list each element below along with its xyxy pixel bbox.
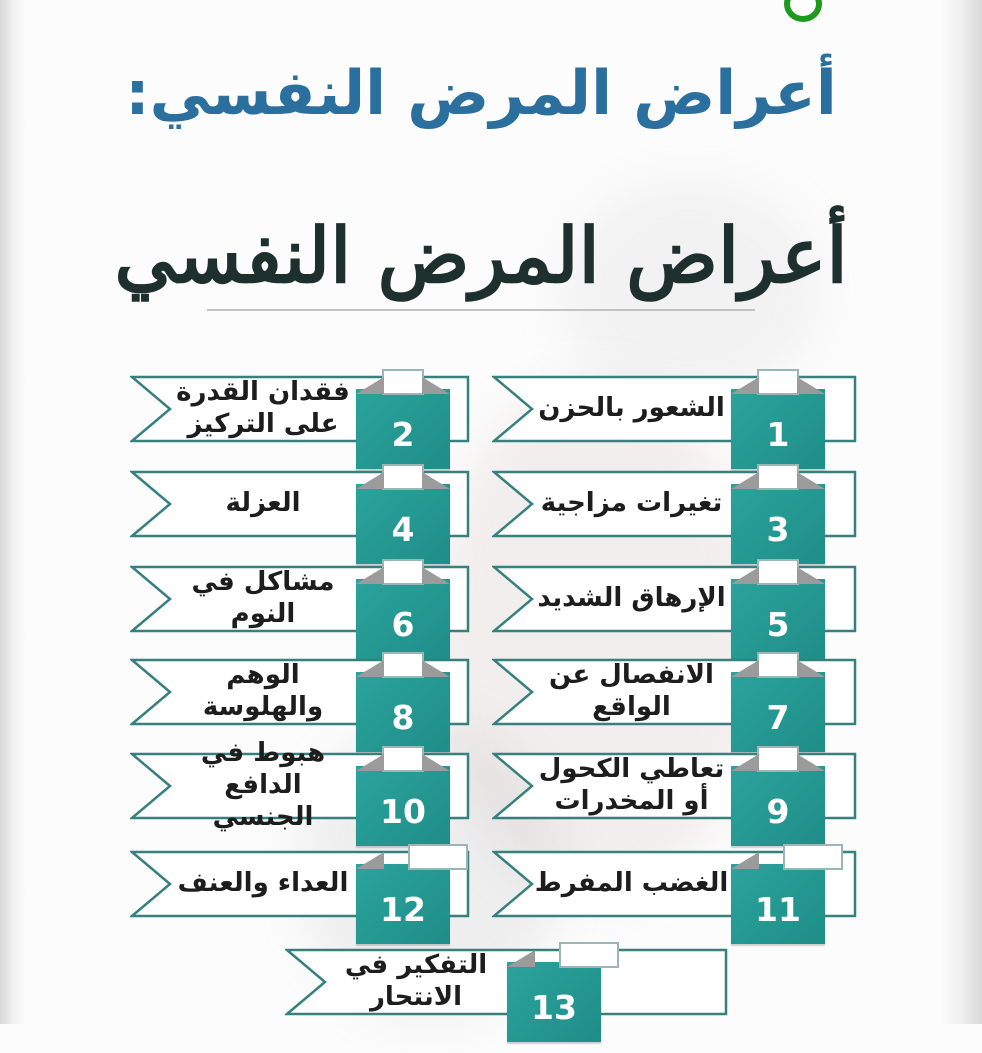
- ribbon-fold-right-icon: [797, 377, 825, 394]
- cropped-green-glyph: [784, 0, 822, 22]
- symptom-number-box: [356, 369, 450, 469]
- ribbon-slot: [559, 942, 619, 968]
- ribbon-fold-left-icon: [731, 660, 759, 677]
- symptom-label: الوهم والهلوسة: [202, 660, 324, 722]
- number-box-body: [356, 864, 450, 944]
- ribbon-slot: [382, 464, 424, 490]
- symptom-number-box: [731, 559, 825, 659]
- symptom-number: 4: [391, 509, 415, 549]
- number-box-body: [356, 672, 450, 752]
- symptom-number-box: [507, 942, 601, 1042]
- symptom-number: 9: [766, 791, 790, 831]
- number-box-body: [731, 864, 825, 944]
- symptom-number-box: [731, 652, 825, 752]
- symptom-number-box: [731, 746, 825, 846]
- ribbon-fold-right-icon: [422, 754, 450, 771]
- ribbon-fold-right-icon: [797, 567, 825, 584]
- ribbon-fold-left-icon: [731, 852, 759, 869]
- ribbon-fold-right-icon: [422, 472, 450, 489]
- symptom-number: 6: [391, 604, 415, 644]
- page-heading: أعراض المرض النفسي:: [125, 58, 837, 129]
- symptom-number: 5: [766, 604, 790, 644]
- title-block: [0, 208, 962, 311]
- ribbon-fold-left-icon: [731, 472, 759, 489]
- ribbon-slot: [382, 559, 424, 585]
- symptom-label: الشعور بالحزن: [538, 393, 725, 424]
- symptom-label: مشاكل في النوم: [191, 567, 335, 629]
- ribbon-fold-left-icon: [356, 660, 384, 677]
- number-box-body: [731, 389, 825, 469]
- infographic-title: أعراض المرض النفسي: [114, 211, 848, 300]
- symptom-number-box: [731, 369, 825, 469]
- symptom-number: 8: [391, 697, 415, 737]
- number-box-body: [356, 766, 450, 846]
- number-box-body: [731, 484, 825, 564]
- symptom-label: هبوط في الدافع الجنسي: [200, 738, 326, 832]
- symptom-label: الإرهاق الشديد: [537, 583, 726, 614]
- symptom-label: فقدان القدرة على التركيز: [176, 377, 350, 439]
- ribbon-fold-left-icon: [356, 472, 384, 489]
- symptom-number-box: [356, 559, 450, 659]
- symptom-label: تعاطي الكحول أو المخدرات: [538, 754, 725, 816]
- symptom-number: 10: [380, 791, 426, 831]
- ribbon-slot: [757, 464, 799, 490]
- symptom-number: 13: [531, 987, 577, 1027]
- ribbon-slot: [408, 844, 468, 870]
- number-box-body: [731, 579, 825, 659]
- symptom-label: تغيرات مزاجية: [540, 488, 723, 519]
- symptom-number: 1: [766, 414, 790, 454]
- ribbon-fold-left-icon: [356, 377, 384, 394]
- symptom-number-box: [731, 844, 825, 944]
- ribbon-fold-left-icon: [356, 852, 384, 869]
- title-underline: [207, 309, 755, 311]
- ribbon-fold-left-icon: [507, 950, 535, 967]
- symptom-label: العزلة: [225, 488, 301, 519]
- number-box-body: [356, 579, 450, 659]
- ribbon-slot: [382, 746, 424, 772]
- symptom-number: 12: [380, 889, 426, 929]
- ribbon-slot: [757, 369, 799, 395]
- number-box-body: [507, 962, 601, 1042]
- symptom-number-box: [356, 844, 450, 944]
- symptom-number-box: [356, 464, 450, 564]
- ribbon-slot: [382, 369, 424, 395]
- ribbon-fold-right-icon: [422, 567, 450, 584]
- ribbon-fold-right-icon: [797, 472, 825, 489]
- symptom-number: 11: [755, 889, 801, 929]
- ribbon-slot: [757, 746, 799, 772]
- ribbon-fold-left-icon: [356, 754, 384, 771]
- ribbon-fold-right-icon: [797, 660, 825, 677]
- symptom-label: التفكير في الانتحار: [344, 950, 488, 1012]
- symptom-number-box: [731, 464, 825, 564]
- symptom-label: العداء والعنف: [177, 868, 349, 899]
- symptom-label: الغضب المفرط: [534, 868, 729, 899]
- symptom-number: 3: [766, 509, 790, 549]
- number-box-body: [731, 766, 825, 846]
- ribbon-fold-left-icon: [356, 567, 384, 584]
- page-left-shadow: [0, 0, 26, 1024]
- symptom-label: الانفصال عن الواقع: [549, 660, 714, 722]
- number-box-body: [356, 389, 450, 469]
- number-box-body: [731, 672, 825, 752]
- symptom-number-box: [356, 652, 450, 752]
- ribbon-slot: [757, 652, 799, 678]
- ribbon-fold-left-icon: [731, 377, 759, 394]
- symptom-number: 7: [766, 697, 790, 737]
- ribbon-fold-left-icon: [731, 754, 759, 771]
- ribbon-slot: [783, 844, 843, 870]
- ribbon-fold-left-icon: [731, 567, 759, 584]
- ribbon-slot: [382, 652, 424, 678]
- page-right-shadow: [940, 0, 982, 1024]
- symptom-number: 2: [391, 414, 415, 454]
- ribbon-fold-right-icon: [422, 377, 450, 394]
- ribbon-slot: [757, 559, 799, 585]
- ribbon-fold-right-icon: [797, 754, 825, 771]
- symptom-number-box: [356, 746, 450, 846]
- number-box-body: [356, 484, 450, 564]
- ribbon-fold-right-icon: [422, 660, 450, 677]
- symptom-item-13: [285, 938, 728, 1053]
